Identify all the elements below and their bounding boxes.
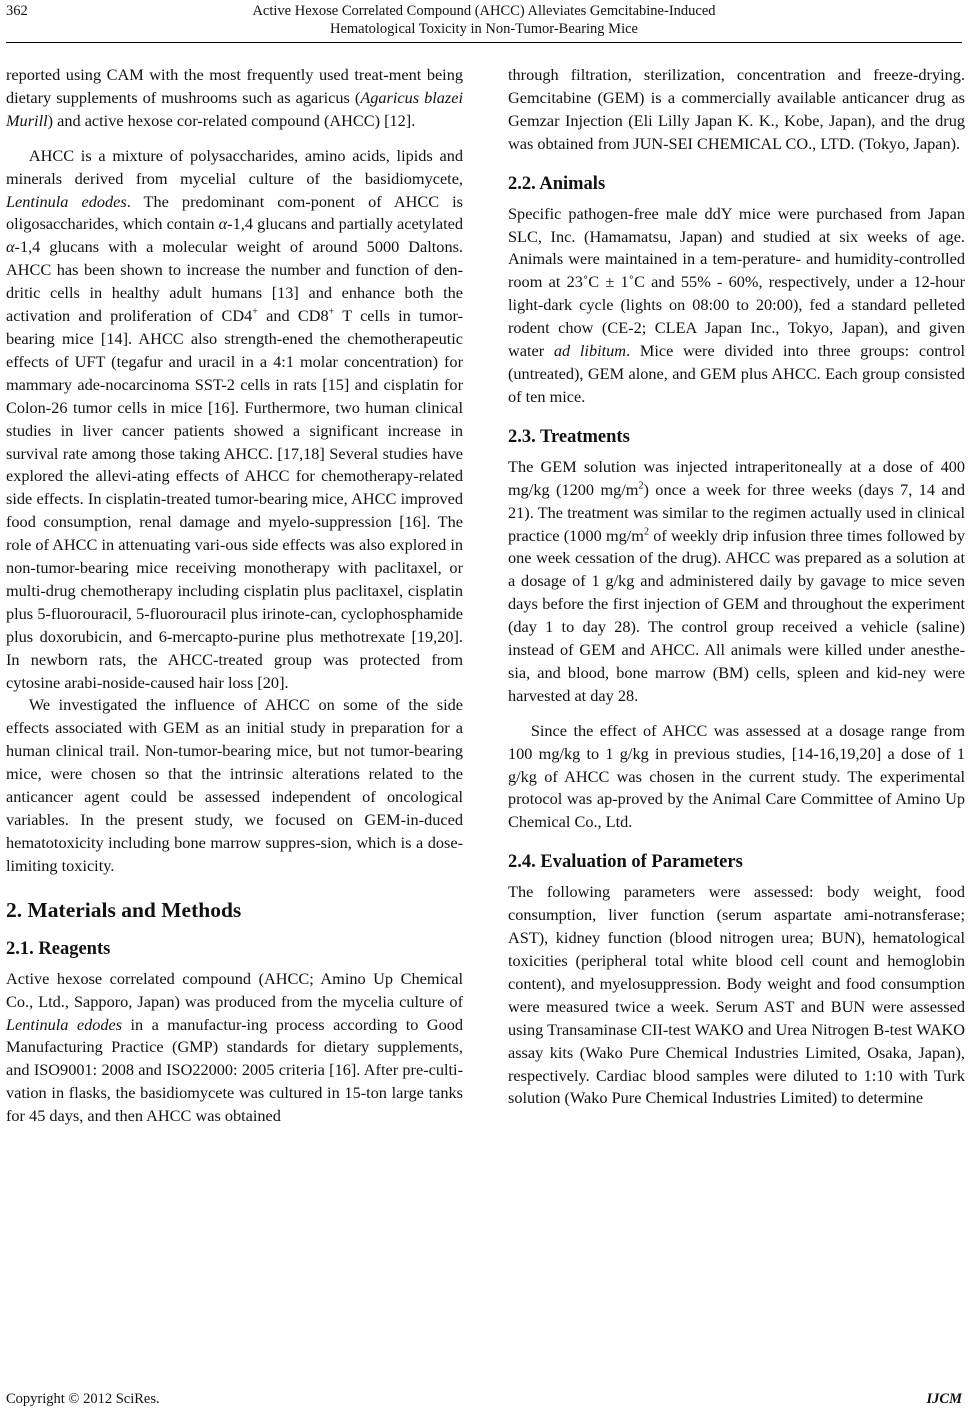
paragraph-investigation: We investigated the influence of AHCC on some of the side effects associated with GEM as an initial study in preparation for a human clinical trail. Non-tumor-bearing mice, but not tumor-bearing mice, were chosen so that the intrinsic alterations related to the anticancer agent could be assessed independent of oncological variables. In the present study, we focused on GEM-in-duced hematotoxicity including bone marrow suppres-sion, which is a dose-limiting toxicity. — [6, 695, 463, 875]
paragraph-reagents: Active hexose correlated compound (AHCC; Amino Up Chemical Co., Ltd., Sapporo, Japan) was produced from the mycelia culture of Lentinula edodes in a manufactur-ing process according to Good Manufacturing Practice (GMP) standards for dietary supplements, and ISO9001: 2008 and ISO22000: 2005 criteria [16]. After pre-culti-vation in flasks, the basidiomycete was cultured in 15-ton large tanks for 45 days, and then AHCC was obtained — [6, 968, 463, 1126]
paragraph-evaluation: The following parameters were assessed: body weight, food consumption, liver function (serum aspartate ami-notransferase; AST), kidney function (blood nitrogen urea; BUN), hematological toxicities (peripheral total white blood cell count and hemoglobin content), and myelosuppression. Body weight and food consumption were measured twice a week. Serum AST and BUN were assessed using Transaminase CII-test WAKO and Urea Nitrogen B-test WAKO assay kits (Wako Pure Chemical Industries Limited, Osaka, Japan), respectively. Cardiac blood samples were diluted to 1:10 with Turk solution (Wako Pure Chemical Industries Limited) to determine — [508, 882, 965, 1108]
running-title-line-1: Active Hexose Correlated Compound (AHCC) Alleviates Gemcitabine-Induced — [252, 3, 716, 19]
section-heading-methods: 2. Materials and Methods — [6, 897, 242, 922]
paragraph-cam: reported using CAM with the most frequently used treat-ment being dietary supplements of mushrooms such as agaricus (Agaricus blazei Murill) and active hexose cor-related compound (AHCC) [12]. — [6, 65, 464, 130]
copyright-notice: Copyright © 2012 SciRes. — [6, 1391, 160, 1407]
header-rule — [6, 42, 962, 43]
subsection-heading-animals: 2.2. Animals — [508, 173, 606, 194]
subsection-heading-reagents: 2.1. Reagents — [6, 938, 111, 959]
left-column — [6, 64, 463, 1128]
paragraph-reagents-continued: through filtration, sterilization, concentration and freeze-drying. Gemcitabine (GEM) is a commercially available anticancer drug as Gemzar Injection (Eli Lilly Japan K. K., Kobe, Japan), and the drug was obtained from JUN-SEI CHEMICAL CO., LTD. (Tokyo, Japan). — [508, 65, 965, 153]
running-title — [50, 2, 918, 38]
page-number: 362 — [6, 3, 28, 19]
paragraph-ahcc-description: AHCC is a mixture of polysaccharides, amino acids, lipids and minerals derived from mycelial culture of the basidiomycete, Lentinula edodes. The predominant com-ponent of AHCC is oligosaccharides, which contain α-1,4 glucans and partially acetylated α-1,4 glucans with a molecular weight of around 5000 Daltons. AHCC has been shown to increase the number and function of den-dritic cells in healthy adult humans [13] and enhance both the activation and proliferation of CD4+ and CD8+ T cells in tumor-bearing mice [14]. AHCC also strength-ened the chemotherapeutic effects of UFT (tegafur and uracil in a 4:1 molar concentration) for mammary ade-nocarcinoma SST-2 cells in rats [15] and cisplatin for Colon-26 tumor cells in mice [16]. Furthermore, two human clinical studies in liver cancer patients showed a significant increase in survival rate among those taking AHCC. [17,18] Several studies have explored the allevi-ating effects of AHCC for chemotherapy-related side effects. In cisplatin-treated tumor-bearing mice, AHCC improved food consumption, renal damage and myelo-suppression [16]. The role of AHCC in attenuating vari-ous side effects was also explored in non-tumor-bearing mice receiving monotherapy with paclitaxel, or multi-drug chemotherapy including cisplatin plus paclitaxel, cisplatin plus 5-fluorouracil, 5-fluorouracil plus irinote-can, cyclophosphamide plus doxorubicin, and 6-mercapto-purine plus methotrexate [19,20]. In newborn rats, the AHCC-treated group was protected from cytosine arabi-noside-caused hair loss [20]. — [6, 145, 464, 692]
journal-abbreviation: IJCM — [926, 1391, 962, 1407]
right-column — [508, 64, 965, 1110]
paragraph-animals: Specific pathogen-free male ddY mice were purchased from Japan SLC, Inc. (Hamamatsu, Japan) and studied at six weeks of age. Animals were maintained in a tem-perature- and humidity-controlled room at 23˚C ± 1˚C and 55% - 60%, respectively, under a 12-hour light-dark cycle (lights on 08:00 to 20:00), fed a standard pelleted rodent chow (CE-2; CLEA Japan Inc., Tokyo, Japan), and given water ad libitum. Mice were divided into three groups: control (untreated), GEM alone, and GEM plus AHCC. Each group consisted of ten mice. — [508, 203, 965, 406]
page-header — [0, 0, 968, 40]
paragraph-treatments: The GEM solution was injected intraperitoneally at a dose of 400 mg/kg (1200 $mg/m^2$) once a week for three weeks (days 7, 14 and 21). The treatment was similar to the regimen actually used in clinical practice (1000 $mg/m^2$ of weekly drip infusion three times followed by one week cessation of the drug). AHCC was prepared as a solution at a dosage of 1 g/kg and administered daily by gavage to mice seven days before the first injection of GEM and throughout the experiment (day 1 to day 28). The control group received a vehicle (saline) instead of GEM and AHCC. All animals were killed under anesthe-sia, and blood, bone marrow (BM) cells, spleen and kid-ney were harvested at day 28. — [508, 456, 965, 705]
paragraph-dosage: Since the effect of AHCC was assessed at a dosage range from 100 mg/kg to 1 g/kg in previous studies, [14-16,19,20] a dose of 1 g/kg of AHCC was chosen in the current study. The experimental protocol was ap-proved by the Animal Care Committee of Amino Up Chemical Co., Ltd. — [508, 720, 965, 832]
subsection-heading-treatments: 2.3. Treatments — [508, 426, 630, 447]
subsection-heading-evaluation: 2.4. Evaluation of Parameters — [508, 852, 743, 873]
running-title-line-2: Hematological Toxicity in Non-Tumor-Bearing Mice — [330, 21, 638, 37]
